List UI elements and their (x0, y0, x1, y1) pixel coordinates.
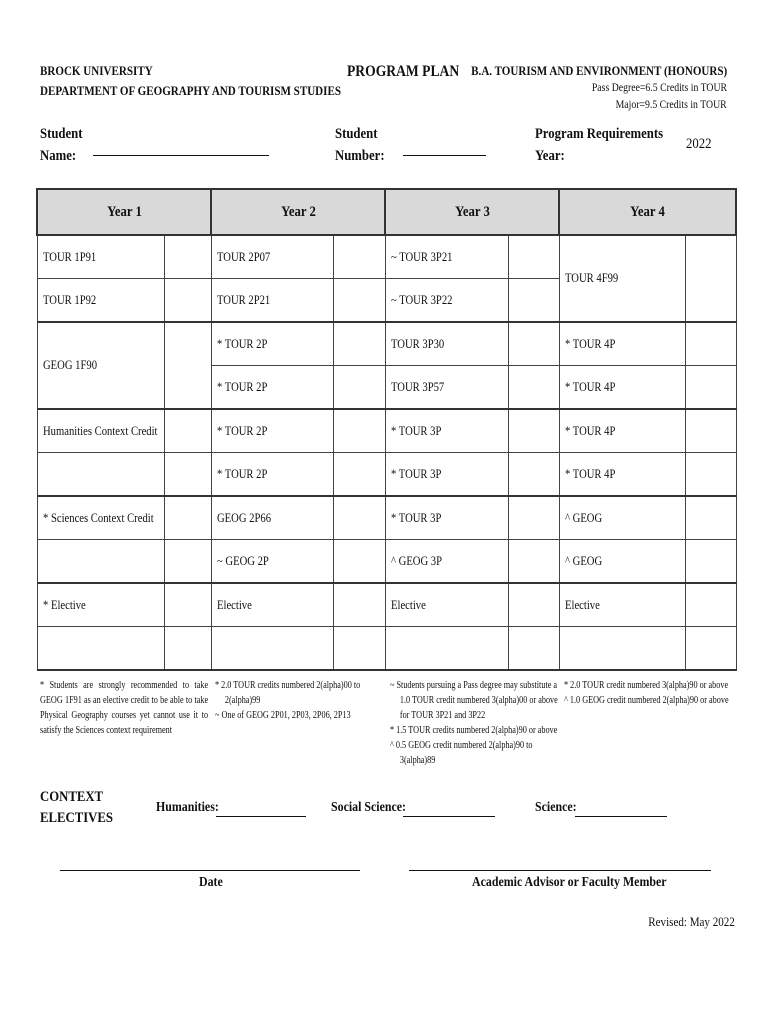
grade-box[interactable] (508, 496, 559, 540)
course-cell: * TOUR 4P (559, 409, 685, 453)
date-label: Date (199, 875, 223, 890)
grade-box[interactable] (333, 322, 385, 366)
note-year-1: * Students are strongly recommended to take GEOG 1F91 as an elective credit to be able to take Physical Geography courses yet cannot use it to satisfy the Sciences context requirement (40, 680, 209, 736)
grade-box[interactable] (685, 627, 736, 671)
grade-box[interactable] (164, 583, 211, 627)
humanities-field[interactable] (216, 816, 306, 817)
course-cell: Elective (211, 583, 333, 627)
student-number-field[interactable] (403, 155, 486, 156)
science-field[interactable] (575, 816, 667, 817)
grade-box[interactable] (508, 279, 559, 323)
grade-box[interactable] (333, 627, 385, 671)
note-year-4: * 2.0 TOUR credit numbered 3(alpha)90 or above ^ 1.0 GEOG credit numbered 2(alpha)90 or above (564, 680, 729, 706)
header-year-1: Year 1 (37, 189, 211, 235)
degree-name: B.A. TOURISM AND ENVIRONMENT (HONOURS) (470, 63, 727, 78)
grade-box[interactable] (508, 322, 559, 366)
grade-box[interactable] (685, 409, 736, 453)
course-cell: ^ GEOG 3P (385, 540, 508, 584)
course-cell: * TOUR 2P (211, 322, 333, 366)
grade-box[interactable] (333, 453, 385, 497)
grade-box[interactable] (508, 366, 559, 410)
grade-box[interactable] (333, 366, 385, 410)
course-cell: TOUR 2P21 (211, 279, 333, 323)
grade-box[interactable] (164, 453, 211, 497)
course-cell: ^ GEOG (559, 540, 685, 584)
grade-box[interactable] (685, 496, 736, 540)
grade-box[interactable] (685, 235, 736, 322)
revised-date: Revised: May 2022 (648, 914, 735, 929)
course-cell: * Sciences Context Credit (37, 496, 164, 540)
course-cell: * TOUR 3P (385, 496, 508, 540)
course-cell: ^ GEOG (559, 496, 685, 540)
context-electives-label: CONTEXT ELECTIVES (40, 789, 113, 826)
header-year-2: Year 2 (211, 189, 385, 235)
student-number-label: Student Number: (335, 126, 385, 164)
course-cell: * TOUR 2P (211, 409, 333, 453)
university-name: BROCK UNIVERSITY (40, 63, 153, 78)
requirements-year-label: Program Requirements Year: (535, 126, 664, 164)
header-year-4: Year 4 (559, 189, 736, 235)
grade-box[interactable] (164, 322, 211, 409)
course-cell: Humanities Context Credit (37, 409, 164, 453)
grade-box[interactable] (685, 453, 736, 497)
course-cell: GEOG 2P66 (211, 496, 333, 540)
course-cell: ~ TOUR 3P22 (385, 279, 508, 323)
course-cell: ~ TOUR 3P21 (385, 235, 508, 279)
grade-box[interactable] (685, 540, 736, 584)
grade-box[interactable] (333, 235, 385, 279)
grade-box[interactable] (164, 627, 211, 671)
social-science-label: Social Science: (331, 800, 407, 815)
page-title: PROGRAM PLAN (347, 63, 460, 80)
grade-box[interactable] (685, 583, 736, 627)
grade-box[interactable] (508, 627, 559, 671)
advisor-signature-line[interactable] (409, 870, 711, 871)
course-cell: * TOUR 3P (385, 453, 508, 497)
course-cell: * TOUR 2P (211, 453, 333, 497)
student-name-label: Student Name: (40, 126, 83, 164)
pass-degree-note: Pass Degree=6.5 Credits in TOUR (591, 82, 727, 94)
course-cell: TOUR 1P91 (37, 235, 164, 279)
course-cell: TOUR 1P92 (37, 279, 164, 323)
note-year-3: ~ Students pursuing a Pass degree may substitute a 1.0 TOUR credit numbered 3(alpha)00 or above for TOUR 3P21 and 3P22 * 1.5 TOUR credits numbered 2(alpha)90 or above ^ 0.5 GEOG credit numbered 2(alpha)90 to 3(alpha)89 (390, 680, 558, 766)
grade-box[interactable] (164, 409, 211, 453)
social-science-field[interactable] (403, 816, 495, 817)
course-cell[interactable] (559, 627, 685, 671)
grade-box[interactable] (508, 235, 559, 279)
course-cell[interactable] (211, 627, 333, 671)
course-cell[interactable] (37, 453, 164, 497)
advisor-label: Academic Advisor or Faculty Member (472, 875, 667, 890)
course-cell: TOUR 3P57 (385, 366, 508, 410)
major-note: Major=9.5 Credits in TOUR (615, 99, 727, 111)
grade-box[interactable] (333, 409, 385, 453)
grade-box[interactable] (333, 583, 385, 627)
grade-box[interactable] (333, 279, 385, 323)
grade-box[interactable] (508, 453, 559, 497)
course-cell: TOUR 2P07 (211, 235, 333, 279)
note-year-2: * 2.0 TOUR credits numbered 2(alpha)00 to 2(alpha)99 ~ One of GEOG 2P01, 2P03, 2P06, 2P13 (215, 680, 361, 721)
date-signature-line[interactable] (60, 870, 360, 871)
course-cell: * Elective (37, 583, 164, 627)
student-name-field[interactable] (93, 155, 269, 156)
grade-box[interactable] (508, 409, 559, 453)
course-cell: ~ GEOG 2P (211, 540, 333, 584)
course-cell: * TOUR 2P (211, 366, 333, 410)
course-cell: * TOUR 4P (559, 322, 685, 366)
course-cell: * TOUR 4P (559, 366, 685, 410)
course-cell[interactable] (37, 627, 164, 671)
grade-box[interactable] (508, 583, 559, 627)
science-label: Science: (535, 800, 577, 815)
humanities-label: Humanities: (156, 800, 219, 815)
grade-box[interactable] (508, 540, 559, 584)
requirements-year-value: 2022 (686, 136, 712, 152)
course-cell: GEOG 1F90 (37, 322, 164, 409)
course-cell[interactable] (385, 627, 508, 671)
grade-box[interactable] (685, 322, 736, 366)
header-year-3: Year 3 (385, 189, 559, 235)
grade-box[interactable] (164, 496, 211, 540)
course-cell: TOUR 4F99 (559, 235, 685, 322)
grade-box[interactable] (333, 540, 385, 584)
grade-box[interactable] (164, 540, 211, 584)
course-cell[interactable] (37, 540, 164, 584)
grade-box[interactable] (164, 279, 211, 323)
course-cell: * TOUR 3P (385, 409, 508, 453)
grade-box[interactable] (333, 496, 385, 540)
grade-box[interactable] (685, 366, 736, 410)
course-cell: TOUR 3P30 (385, 322, 508, 366)
course-cell: Elective (385, 583, 508, 627)
course-cell: Elective (559, 583, 685, 627)
course-cell: * TOUR 4P (559, 453, 685, 497)
grade-box[interactable] (164, 235, 211, 279)
department-name: DEPARTMENT OF GEOGRAPHY AND TOURISM STUDIES (40, 83, 341, 98)
program-plan-table (36, 188, 737, 671)
